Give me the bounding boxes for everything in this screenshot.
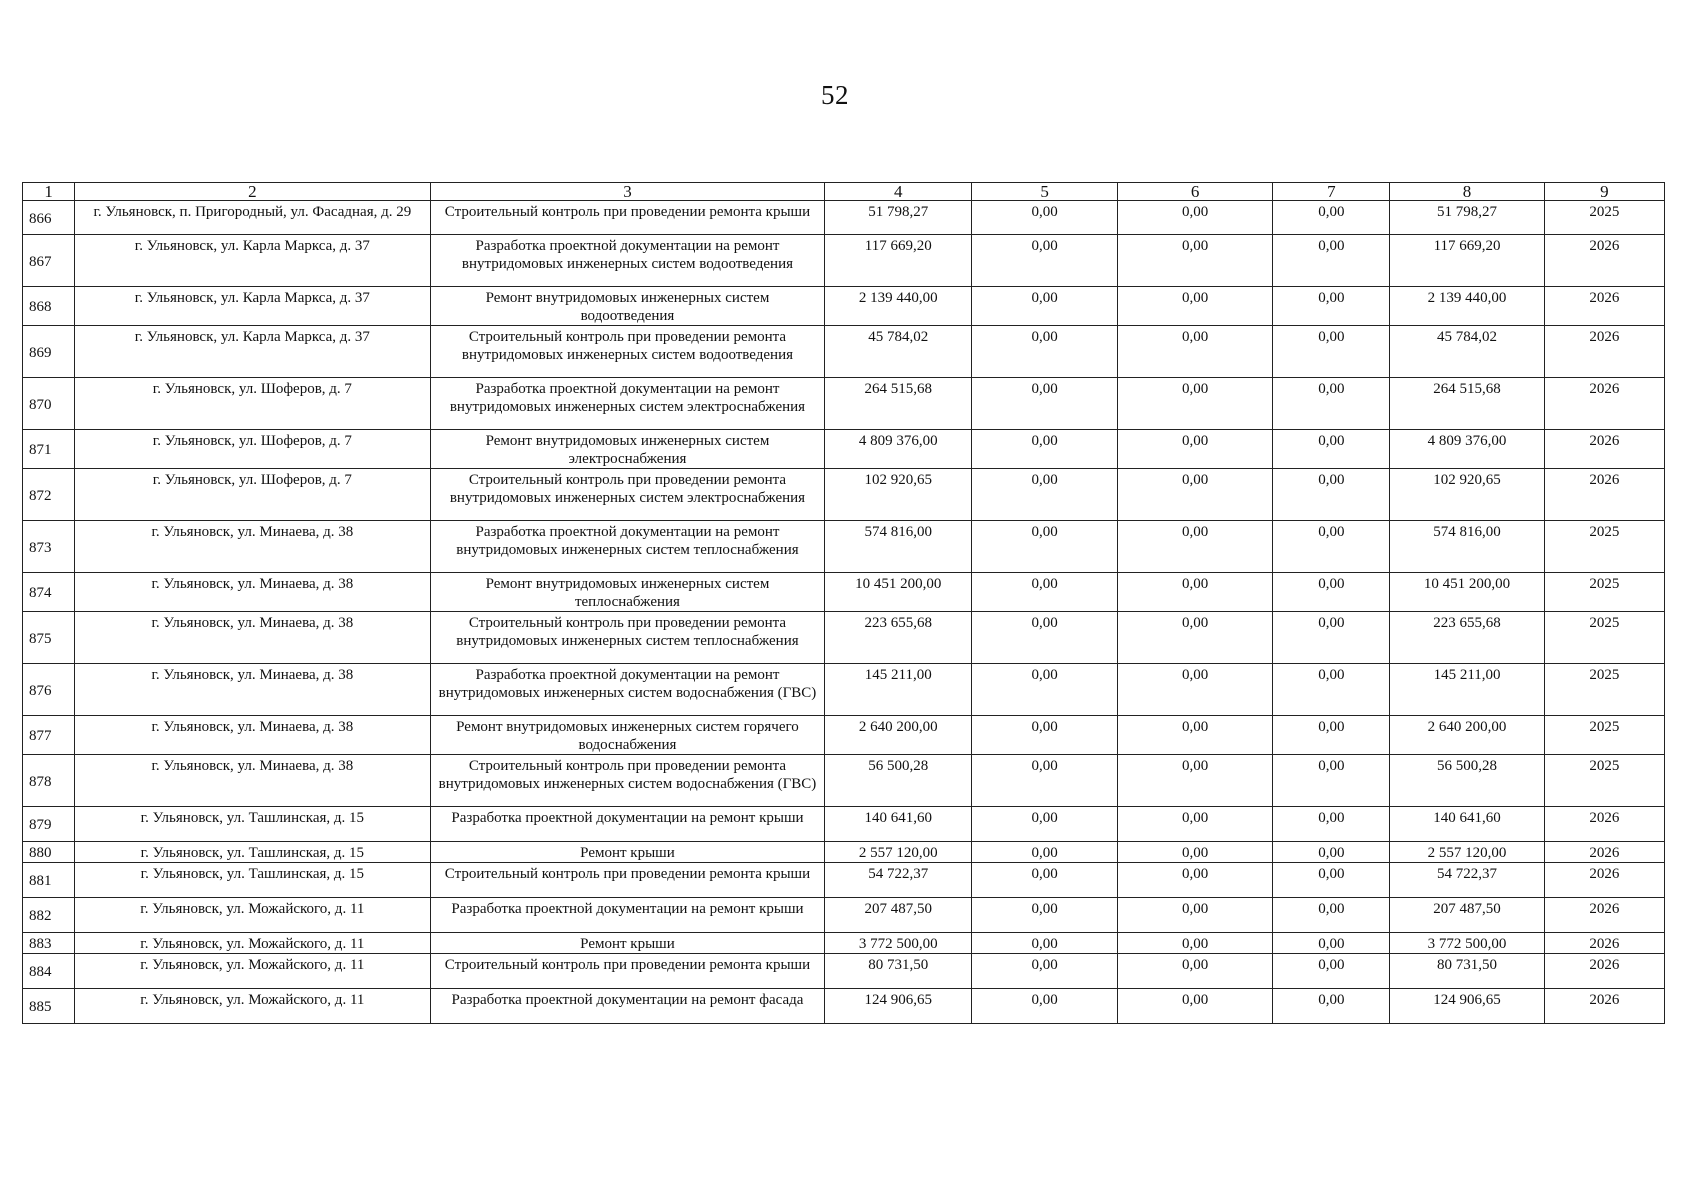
column-7-cell: 0,00 — [1273, 989, 1390, 1024]
column-6-cell: 0,00 — [1117, 612, 1272, 664]
column-6-cell: 0,00 — [1117, 378, 1272, 430]
column-5-cell: 0,00 — [972, 933, 1118, 954]
address-cell: г. Ульяновск, ул. Минаева, д. 38 — [75, 573, 430, 612]
register-sheet — [22, 182, 1665, 1024]
year-cell: 2026 — [1544, 989, 1664, 1024]
total-cost-cell: 4 809 376,00 — [825, 430, 972, 469]
year-cell: 2026 — [1544, 898, 1664, 933]
column-7-cell: 0,00 — [1273, 235, 1390, 287]
total-cost-cell: 56 500,28 — [825, 755, 972, 807]
row-number-cell: 884 — [23, 954, 75, 989]
column-7-cell: 0,00 — [1273, 664, 1390, 716]
work-type-cell: Ремонт внутридомовых инженерных систем теплоснабжения — [430, 573, 825, 612]
total-cost-cell: 3 772 500,00 — [825, 933, 972, 954]
column-7-cell: 0,00 — [1273, 807, 1390, 842]
address-cell: г. Ульяновск, ул. Ташлинская, д. 15 — [75, 863, 430, 898]
work-type-cell: Строительный контроль при проведении ремонта крыши — [430, 863, 825, 898]
row-number-cell: 883 — [23, 933, 75, 954]
row-number-cell: 879 — [23, 807, 75, 842]
table-row — [23, 235, 1665, 287]
column-6-cell: 0,00 — [1117, 521, 1272, 573]
total-cost-cell: 10 451 200,00 — [825, 573, 972, 612]
total-cost-cell: 207 487,50 — [825, 898, 972, 933]
column-6-cell: 0,00 — [1117, 469, 1272, 521]
table-row — [23, 863, 1665, 898]
table-row — [23, 755, 1665, 807]
work-type-cell: Ремонт крыши — [430, 933, 825, 954]
address-cell: г. Ульяновск, ул. Минаева, д. 38 — [75, 664, 430, 716]
column-5-cell: 0,00 — [972, 989, 1118, 1024]
row-number-cell: 871 — [23, 430, 75, 469]
column-8-cell: 124 906,65 — [1390, 989, 1544, 1024]
year-cell: 2026 — [1544, 842, 1664, 863]
column-5-cell: 0,00 — [972, 469, 1118, 521]
column-8-cell: 102 920,65 — [1390, 469, 1544, 521]
address-cell: г. Ульяновск, ул. Шоферов, д. 7 — [75, 378, 430, 430]
column-7-cell: 0,00 — [1273, 573, 1390, 612]
year-cell: 2026 — [1544, 807, 1664, 842]
column-7-cell: 0,00 — [1273, 716, 1390, 755]
column-8-cell: 207 487,50 — [1390, 898, 1544, 933]
total-cost-cell: 264 515,68 — [825, 378, 972, 430]
address-cell: г. Ульяновск, ул. Ташлинская, д. 15 — [75, 807, 430, 842]
year-cell: 2025 — [1544, 612, 1664, 664]
total-cost-cell: 2 557 120,00 — [825, 842, 972, 863]
column-header-6: 6 — [1117, 183, 1272, 201]
address-cell: г. Ульяновск, ул. Карла Маркса, д. 37 — [75, 235, 430, 287]
column-5-cell: 0,00 — [972, 863, 1118, 898]
column-5-cell: 0,00 — [972, 807, 1118, 842]
work-type-cell: Разработка проектной документации на ремонт внутридомовых инженерных систем водоотведения — [430, 235, 825, 287]
work-type-cell: Ремонт внутридомовых инженерных систем горячего водоснабжения — [430, 716, 825, 755]
year-cell: 2026 — [1544, 326, 1664, 378]
address-cell: г. Ульяновск, ул. Можайского, д. 11 — [75, 954, 430, 989]
column-8-cell: 574 816,00 — [1390, 521, 1544, 573]
table-body — [23, 201, 1665, 1024]
table-row — [23, 954, 1665, 989]
column-7-cell: 0,00 — [1273, 430, 1390, 469]
column-8-cell: 10 451 200,00 — [1390, 573, 1544, 612]
table-row — [23, 430, 1665, 469]
work-type-cell: Разработка проектной документации на ремонт внутридомовых инженерных систем электроснабжения — [430, 378, 825, 430]
table-row — [23, 287, 1665, 326]
row-number-cell: 872 — [23, 469, 75, 521]
column-5-cell: 0,00 — [972, 898, 1118, 933]
year-cell: 2026 — [1544, 933, 1664, 954]
column-8-cell: 80 731,50 — [1390, 954, 1544, 989]
row-number-cell: 868 — [23, 287, 75, 326]
column-7-cell: 0,00 — [1273, 287, 1390, 326]
row-number-cell: 866 — [23, 201, 75, 235]
column-8-cell: 223 655,68 — [1390, 612, 1544, 664]
column-8-cell: 264 515,68 — [1390, 378, 1544, 430]
table-row — [23, 521, 1665, 573]
row-number-cell: 878 — [23, 755, 75, 807]
column-header-9: 9 — [1544, 183, 1664, 201]
work-type-cell: Строительный контроль при проведении ремонта внутридомовых инженерных систем теплоснабжения — [430, 612, 825, 664]
column-6-cell: 0,00 — [1117, 235, 1272, 287]
column-5-cell: 0,00 — [972, 201, 1118, 235]
year-cell: 2026 — [1544, 235, 1664, 287]
work-type-cell: Строительный контроль при проведении ремонта крыши — [430, 201, 825, 235]
column-header-8: 8 — [1390, 183, 1544, 201]
column-5-cell: 0,00 — [972, 755, 1118, 807]
year-cell: 2026 — [1544, 287, 1664, 326]
column-8-cell: 4 809 376,00 — [1390, 430, 1544, 469]
work-type-cell: Ремонт крыши — [430, 842, 825, 863]
column-6-cell: 0,00 — [1117, 716, 1272, 755]
address-cell: г. Ульяновск, ул. Шоферов, д. 7 — [75, 469, 430, 521]
table-row — [23, 898, 1665, 933]
column-5-cell: 0,00 — [972, 287, 1118, 326]
column-7-cell: 0,00 — [1273, 378, 1390, 430]
year-cell: 2025 — [1544, 521, 1664, 573]
column-8-cell: 145 211,00 — [1390, 664, 1544, 716]
table-row — [23, 933, 1665, 954]
column-7-cell: 0,00 — [1273, 326, 1390, 378]
column-6-cell: 0,00 — [1117, 326, 1272, 378]
repair-works-table — [22, 182, 1665, 1024]
table-row — [23, 716, 1665, 755]
work-type-cell: Строительный контроль при проведении ремонта внутридомовых инженерных систем электроснабжения — [430, 469, 825, 521]
work-type-cell: Строительный контроль при проведении ремонта крыши — [430, 954, 825, 989]
column-6-cell: 0,00 — [1117, 287, 1272, 326]
total-cost-cell: 45 784,02 — [825, 326, 972, 378]
table-row — [23, 842, 1665, 863]
work-type-cell: Ремонт внутридомовых инженерных систем электроснабжения — [430, 430, 825, 469]
page-number: 52 — [821, 80, 849, 110]
column-header-1: 1 — [23, 183, 75, 201]
row-number-cell: 876 — [23, 664, 75, 716]
column-7-cell: 0,00 — [1273, 201, 1390, 235]
table-row — [23, 807, 1665, 842]
column-5-cell: 0,00 — [972, 521, 1118, 573]
table-header — [23, 183, 1665, 201]
column-8-cell: 117 669,20 — [1390, 235, 1544, 287]
column-6-cell: 0,00 — [1117, 755, 1272, 807]
column-header-7: 7 — [1273, 183, 1390, 201]
year-cell: 2025 — [1544, 664, 1664, 716]
column-5-cell: 0,00 — [972, 842, 1118, 863]
column-7-cell: 0,00 — [1273, 842, 1390, 863]
table-row — [23, 573, 1665, 612]
address-cell: г. Ульяновск, ул. Можайского, д. 11 — [75, 989, 430, 1024]
work-type-cell: Разработка проектной документации на ремонт фасада — [430, 989, 825, 1024]
column-6-cell: 0,00 — [1117, 430, 1272, 469]
table-row — [23, 201, 1665, 235]
total-cost-cell: 54 722,37 — [825, 863, 972, 898]
work-type-cell: Разработка проектной документации на ремонт внутридомовых инженерных систем теплоснабжения — [430, 521, 825, 573]
column-5-cell: 0,00 — [972, 430, 1118, 469]
column-8-cell: 3 772 500,00 — [1390, 933, 1544, 954]
year-cell: 2025 — [1544, 573, 1664, 612]
row-number-cell: 885 — [23, 989, 75, 1024]
address-cell: г. Ульяновск, ул. Минаева, д. 38 — [75, 755, 430, 807]
column-8-cell: 45 784,02 — [1390, 326, 1544, 378]
column-5-cell: 0,00 — [972, 612, 1118, 664]
column-5-cell: 0,00 — [972, 664, 1118, 716]
row-number-cell: 870 — [23, 378, 75, 430]
address-cell: г. Ульяновск, ул. Ташлинская, д. 15 — [75, 842, 430, 863]
column-8-cell: 2 640 200,00 — [1390, 716, 1544, 755]
column-7-cell: 0,00 — [1273, 755, 1390, 807]
year-cell: 2026 — [1544, 863, 1664, 898]
address-cell: г. Ульяновск, п. Пригородный, ул. Фасадная, д. 29 — [75, 201, 430, 235]
work-type-cell: Строительный контроль при проведении ремонта внутридомовых инженерных систем водоотведения — [430, 326, 825, 378]
year-cell: 2025 — [1544, 755, 1664, 807]
address-cell: г. Ульяновск, ул. Можайского, д. 11 — [75, 933, 430, 954]
column-7-cell: 0,00 — [1273, 933, 1390, 954]
total-cost-cell: 80 731,50 — [825, 954, 972, 989]
total-cost-cell: 140 641,60 — [825, 807, 972, 842]
total-cost-cell: 117 669,20 — [825, 235, 972, 287]
table-row — [23, 664, 1665, 716]
column-5-cell: 0,00 — [972, 235, 1118, 287]
work-type-cell: Разработка проектной документации на ремонт крыши — [430, 807, 825, 842]
table-row — [23, 469, 1665, 521]
column-6-cell: 0,00 — [1117, 842, 1272, 863]
year-cell: 2026 — [1544, 954, 1664, 989]
column-7-cell: 0,00 — [1273, 469, 1390, 521]
column-6-cell: 0,00 — [1117, 807, 1272, 842]
column-7-cell: 0,00 — [1273, 954, 1390, 989]
column-7-cell: 0,00 — [1273, 863, 1390, 898]
total-cost-cell: 574 816,00 — [825, 521, 972, 573]
row-number-cell: 882 — [23, 898, 75, 933]
column-number-row — [23, 183, 1665, 201]
column-7-cell: 0,00 — [1273, 612, 1390, 664]
column-5-cell: 0,00 — [972, 573, 1118, 612]
address-cell: г. Ульяновск, ул. Минаева, д. 38 — [75, 612, 430, 664]
table-row — [23, 378, 1665, 430]
column-8-cell: 51 798,27 — [1390, 201, 1544, 235]
row-number-cell: 881 — [23, 863, 75, 898]
column-8-cell: 140 641,60 — [1390, 807, 1544, 842]
total-cost-cell: 102 920,65 — [825, 469, 972, 521]
column-header-5: 5 — [972, 183, 1118, 201]
column-5-cell: 0,00 — [972, 326, 1118, 378]
column-header-3: 3 — [430, 183, 825, 201]
address-cell: г. Ульяновск, ул. Минаева, д. 38 — [75, 716, 430, 755]
column-5-cell: 0,00 — [972, 378, 1118, 430]
row-number-cell: 880 — [23, 842, 75, 863]
address-cell: г. Ульяновск, ул. Карла Маркса, д. 37 — [75, 287, 430, 326]
address-cell: г. Ульяновск, ул. Шоферов, д. 7 — [75, 430, 430, 469]
column-5-cell: 0,00 — [972, 716, 1118, 755]
total-cost-cell: 2 640 200,00 — [825, 716, 972, 755]
total-cost-cell: 124 906,65 — [825, 989, 972, 1024]
year-cell: 2026 — [1544, 378, 1664, 430]
work-type-cell: Разработка проектной документации на ремонт крыши — [430, 898, 825, 933]
column-8-cell: 2 139 440,00 — [1390, 287, 1544, 326]
column-6-cell: 0,00 — [1117, 933, 1272, 954]
table-row — [23, 612, 1665, 664]
column-8-cell: 56 500,28 — [1390, 755, 1544, 807]
column-header-4: 4 — [825, 183, 972, 201]
work-type-cell: Разработка проектной документации на ремонт внутридомовых инженерных систем водоснабжения (ГВС) — [430, 664, 825, 716]
column-5-cell: 0,00 — [972, 954, 1118, 989]
table-row — [23, 326, 1665, 378]
year-cell: 2026 — [1544, 469, 1664, 521]
row-number-cell: 874 — [23, 573, 75, 612]
year-cell: 2026 — [1544, 430, 1664, 469]
column-7-cell: 0,00 — [1273, 898, 1390, 933]
row-number-cell: 867 — [23, 235, 75, 287]
column-6-cell: 0,00 — [1117, 989, 1272, 1024]
address-cell: г. Ульяновск, ул. Можайского, д. 11 — [75, 898, 430, 933]
column-6-cell: 0,00 — [1117, 863, 1272, 898]
row-number-cell: 873 — [23, 521, 75, 573]
column-8-cell: 2 557 120,00 — [1390, 842, 1544, 863]
year-cell: 2025 — [1544, 201, 1664, 235]
row-number-cell: 877 — [23, 716, 75, 755]
column-8-cell: 54 722,37 — [1390, 863, 1544, 898]
column-6-cell: 0,00 — [1117, 201, 1272, 235]
column-6-cell: 0,00 — [1117, 664, 1272, 716]
total-cost-cell: 145 211,00 — [825, 664, 972, 716]
total-cost-cell: 2 139 440,00 — [825, 287, 972, 326]
column-header-2: 2 — [75, 183, 430, 201]
total-cost-cell: 223 655,68 — [825, 612, 972, 664]
table-row — [23, 989, 1665, 1024]
work-type-cell: Строительный контроль при проведении ремонта внутридомовых инженерных систем водоснабжения (ГВС) — [430, 755, 825, 807]
column-6-cell: 0,00 — [1117, 573, 1272, 612]
column-6-cell: 0,00 — [1117, 898, 1272, 933]
year-cell: 2025 — [1544, 716, 1664, 755]
row-number-cell: 875 — [23, 612, 75, 664]
address-cell: г. Ульяновск, ул. Карла Маркса, д. 37 — [75, 326, 430, 378]
total-cost-cell: 51 798,27 — [825, 201, 972, 235]
work-type-cell: Ремонт внутридомовых инженерных систем водоотведения — [430, 287, 825, 326]
column-6-cell: 0,00 — [1117, 954, 1272, 989]
row-number-cell: 869 — [23, 326, 75, 378]
address-cell: г. Ульяновск, ул. Минаева, д. 38 — [75, 521, 430, 573]
column-7-cell: 0,00 — [1273, 521, 1390, 573]
